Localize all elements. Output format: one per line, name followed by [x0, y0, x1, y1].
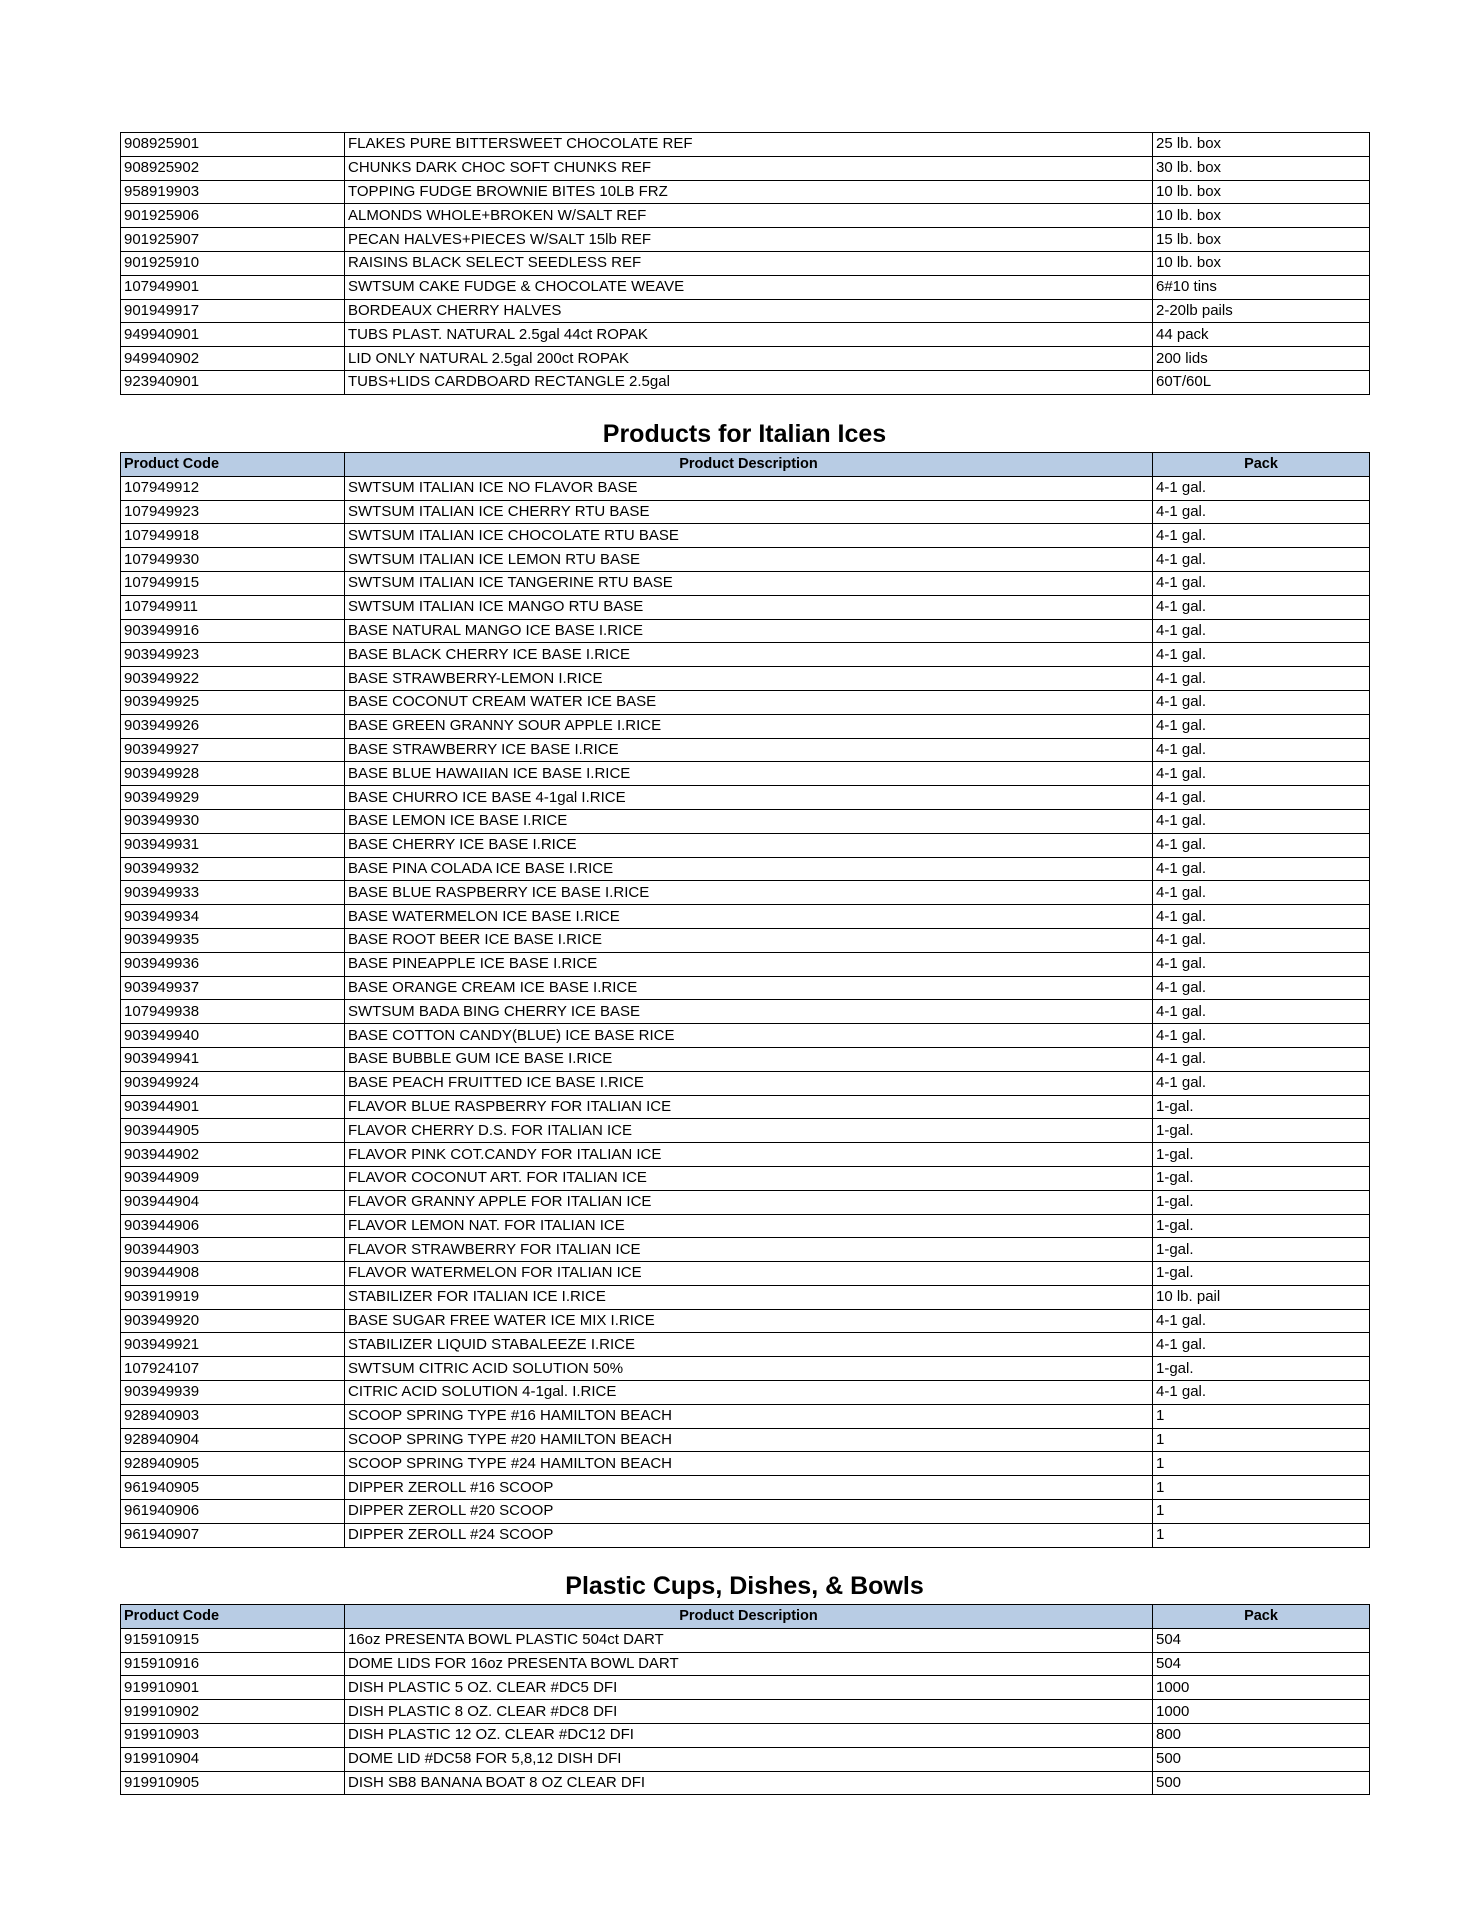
cell-product-code: 107949923 [121, 500, 345, 524]
cell-product-description: BASE LEMON ICE BASE I.RICE [345, 809, 1153, 833]
cell-product-description: TUBS PLAST. NATURAL 2.5gal 44ct ROPAK [345, 323, 1153, 347]
cell-product-code: 903949920 [121, 1309, 345, 1333]
cell-pack: 1 [1153, 1523, 1370, 1547]
table-row [121, 1676, 1370, 1700]
header-row [121, 453, 1370, 477]
cell-pack: 800 [1153, 1723, 1370, 1747]
cell-product-code: 107949930 [121, 548, 345, 572]
table-row [121, 714, 1370, 738]
cell-product-code: 919910905 [121, 1771, 345, 1795]
cell-product-description: DOME LIDS FOR 16oz PRESENTA BOWL DART [345, 1652, 1153, 1676]
cell-product-code: 901949917 [121, 299, 345, 323]
table-row [121, 1238, 1370, 1262]
cell-pack: 1-gal. [1153, 1119, 1370, 1143]
table-row [121, 476, 1370, 500]
cell-product-code: 903944906 [121, 1214, 345, 1238]
cell-pack: 4-1 gal. [1153, 952, 1370, 976]
table-body [121, 133, 1370, 395]
table-row [121, 1476, 1370, 1500]
table-row [121, 833, 1370, 857]
cell-product-description: BASE SUGAR FREE WATER ICE MIX I.RICE [345, 1309, 1153, 1333]
table-row [121, 204, 1370, 228]
cell-product-code: 901925906 [121, 204, 345, 228]
table-row [121, 1119, 1370, 1143]
table-row [121, 1747, 1370, 1771]
cell-pack: 1 [1153, 1404, 1370, 1428]
cell-pack: 10 lb. pail [1153, 1285, 1370, 1309]
cell-product-code: 107949915 [121, 571, 345, 595]
cell-product-description: SWTSUM BADA BING CHERRY ICE BASE [345, 1000, 1153, 1024]
cell-pack: 4-1 gal. [1153, 762, 1370, 786]
cell-product-description: PECAN HALVES+PIECES W/SALT 15lb REF [345, 228, 1153, 252]
cell-pack: 4-1 gal. [1153, 857, 1370, 881]
cell-product-code: 903949941 [121, 1047, 345, 1071]
cell-product-code: 903949922 [121, 667, 345, 691]
table-row [121, 1309, 1370, 1333]
cell-pack: 4-1 gal. [1153, 976, 1370, 1000]
section-title-plastic-cups: Plastic Cups, Dishes, & Bowls [565, 1572, 924, 1600]
cell-pack: 4-1 gal. [1153, 714, 1370, 738]
cell-product-description: LID ONLY NATURAL 2.5gal 200ct ROPAK [345, 347, 1153, 371]
table-row [121, 952, 1370, 976]
table-row [121, 809, 1370, 833]
header-product-code: Product Code [121, 1605, 345, 1629]
cell-product-code: 915910916 [121, 1652, 345, 1676]
cell-product-code: 961940905 [121, 1476, 345, 1500]
table-row [121, 1047, 1370, 1071]
cell-product-code: 903949921 [121, 1333, 345, 1357]
table-row [121, 595, 1370, 619]
table-row [121, 1190, 1370, 1214]
cell-pack: 4-1 gal. [1153, 500, 1370, 524]
cell-product-description: FLAVOR LEMON NAT. FOR ITALIAN ICE [345, 1214, 1153, 1238]
cell-pack: 60T/60L [1153, 370, 1370, 394]
cell-product-description: FLAVOR COCONUT ART. FOR ITALIAN ICE [345, 1166, 1153, 1190]
cell-product-description: ALMONDS WHOLE+BROKEN W/SALT REF [345, 204, 1153, 228]
cell-product-description: RAISINS BLACK SELECT SEEDLESS REF [345, 251, 1153, 275]
cell-product-code: 919910902 [121, 1700, 345, 1724]
cell-product-code: 901925910 [121, 251, 345, 275]
cell-product-code: 961940906 [121, 1500, 345, 1524]
table-row [121, 524, 1370, 548]
cell-product-description: BASE GREEN GRANNY SOUR APPLE I.RICE [345, 714, 1153, 738]
table-row [121, 1357, 1370, 1381]
header-product-description: Product Description [345, 453, 1153, 477]
table-row [121, 251, 1370, 275]
cell-product-description: SWTSUM ITALIAN ICE LEMON RTU BASE [345, 548, 1153, 572]
cell-product-description: BASE BLUE RASPBERRY ICE BASE I.RICE [345, 881, 1153, 905]
table-row [121, 667, 1370, 691]
cell-product-code: 107949938 [121, 1000, 345, 1024]
cell-product-code: 903944904 [121, 1190, 345, 1214]
cell-pack: 6#10 tins [1153, 275, 1370, 299]
cell-product-description: SCOOP SPRING TYPE #16 HAMILTON BEACH [345, 1404, 1153, 1428]
cell-product-description: BASE COTTON CANDY(BLUE) ICE BASE RICE [345, 1024, 1153, 1048]
table-body [121, 1628, 1370, 1795]
table-row [121, 881, 1370, 905]
cell-product-description: TOPPING FUDGE BROWNIE BITES 10LB FRZ [345, 180, 1153, 204]
table-row [121, 548, 1370, 572]
cell-pack: 500 [1153, 1747, 1370, 1771]
cell-product-code: 949940901 [121, 323, 345, 347]
cell-pack: 15 lb. box [1153, 228, 1370, 252]
cell-pack: 1-gal. [1153, 1166, 1370, 1190]
table-row [121, 571, 1370, 595]
cell-product-code: 901925907 [121, 228, 345, 252]
cell-product-code: 903949931 [121, 833, 345, 857]
cell-pack: 4-1 gal. [1153, 643, 1370, 667]
table-row [121, 928, 1370, 952]
cell-pack: 4-1 gal. [1153, 928, 1370, 952]
table-row [121, 1285, 1370, 1309]
cell-product-description: FLAVOR STRAWBERRY FOR ITALIAN ICE [345, 1238, 1153, 1262]
cell-product-description: DISH PLASTIC 5 OZ. CLEAR #DC5 DFI [345, 1676, 1153, 1700]
cell-product-code: 107924107 [121, 1357, 345, 1381]
cell-product-description: BASE ROOT BEER ICE BASE I.RICE [345, 928, 1153, 952]
table-row [121, 228, 1370, 252]
table-row [121, 905, 1370, 929]
cell-product-code: 919910903 [121, 1723, 345, 1747]
cell-product-description: FLAVOR PINK COT.CANDY FOR ITALIAN ICE [345, 1143, 1153, 1167]
table-row [121, 619, 1370, 643]
cell-product-description: SWTSUM CITRIC ACID SOLUTION 50% [345, 1357, 1153, 1381]
cell-pack: 4-1 gal. [1153, 738, 1370, 762]
cell-pack: 1-gal. [1153, 1357, 1370, 1381]
table-row [121, 500, 1370, 524]
table-row [121, 1404, 1370, 1428]
cell-pack: 1000 [1153, 1676, 1370, 1700]
cell-product-code: 903949935 [121, 928, 345, 952]
cell-pack: 4-1 gal. [1153, 1381, 1370, 1405]
cell-product-description: BASE STRAWBERRY ICE BASE I.RICE [345, 738, 1153, 762]
cell-product-description: SWTSUM CAKE FUDGE & CHOCOLATE WEAVE [345, 275, 1153, 299]
cell-product-code: 903949939 [121, 1381, 345, 1405]
cell-pack: 4-1 gal. [1153, 548, 1370, 572]
cell-pack: 1 [1153, 1476, 1370, 1500]
table-row [121, 738, 1370, 762]
italian-ices-table [120, 452, 1370, 1548]
table-row [121, 1771, 1370, 1795]
cell-product-description: SWTSUM ITALIAN ICE NO FLAVOR BASE [345, 476, 1153, 500]
table-row [121, 643, 1370, 667]
cell-product-code: 919910904 [121, 1747, 345, 1771]
cell-pack: 1-gal. [1153, 1190, 1370, 1214]
cell-product-description: DIPPER ZEROLL #24 SCOOP [345, 1523, 1153, 1547]
cell-pack: 4-1 gal. [1153, 476, 1370, 500]
cell-pack: 4-1 gal. [1153, 905, 1370, 929]
cell-product-description: DOME LID #DC58 FOR 5,8,12 DISH DFI [345, 1747, 1153, 1771]
cell-product-description: FLAVOR WATERMELON FOR ITALIAN ICE [345, 1262, 1153, 1286]
cell-product-description: BASE BLUE HAWAIIAN ICE BASE I.RICE [345, 762, 1153, 786]
cell-product-code: 903949933 [121, 881, 345, 905]
cell-product-code: 919910901 [121, 1676, 345, 1700]
cell-product-description: SWTSUM ITALIAN ICE MANGO RTU BASE [345, 595, 1153, 619]
cell-product-code: 903944903 [121, 1238, 345, 1262]
cell-product-code: 908925901 [121, 133, 345, 157]
cell-product-description: SCOOP SPRING TYPE #20 HAMILTON BEACH [345, 1428, 1153, 1452]
cell-product-code: 903949937 [121, 976, 345, 1000]
cell-product-description: DISH PLASTIC 8 OZ. CLEAR #DC8 DFI [345, 1700, 1153, 1724]
table-row [121, 1024, 1370, 1048]
table-row [121, 762, 1370, 786]
cell-product-code: 923940901 [121, 370, 345, 394]
cell-pack: 4-1 gal. [1153, 571, 1370, 595]
cell-product-description: STABILIZER LIQUID STABALEEZE I.RICE [345, 1333, 1153, 1357]
cell-product-code: 903949929 [121, 786, 345, 810]
cell-pack: 4-1 gal. [1153, 1309, 1370, 1333]
cell-product-code: 903944901 [121, 1095, 345, 1119]
table-row [121, 786, 1370, 810]
header-row [121, 1605, 1370, 1629]
cell-product-code: 908925902 [121, 156, 345, 180]
header-pack: Pack [1153, 453, 1370, 477]
table-row [121, 690, 1370, 714]
cell-pack: 1-gal. [1153, 1214, 1370, 1238]
cell-product-description: BORDEAUX CHERRY HALVES [345, 299, 1153, 323]
table-body [121, 476, 1370, 1547]
cell-product-code: 961940907 [121, 1523, 345, 1547]
header-product-description: Product Description [345, 1605, 1153, 1629]
cell-product-description: DISH PLASTIC 12 OZ. CLEAR #DC12 DFI [345, 1723, 1153, 1747]
cell-pack: 4-1 gal. [1153, 1024, 1370, 1048]
cell-pack: 10 lb. box [1153, 180, 1370, 204]
cell-product-code: 903949925 [121, 690, 345, 714]
cell-pack: 30 lb. box [1153, 156, 1370, 180]
table-row [121, 1628, 1370, 1652]
cell-product-description: TUBS+LIDS CARDBOARD RECTANGLE 2.5gal [345, 370, 1153, 394]
cell-product-code: 107949911 [121, 595, 345, 619]
table-row [121, 299, 1370, 323]
cell-product-code: 903949940 [121, 1024, 345, 1048]
table-row [121, 857, 1370, 881]
cell-product-description: BASE STRAWBERRY-LEMON I.RICE [345, 667, 1153, 691]
cell-pack: 1-gal. [1153, 1095, 1370, 1119]
cell-pack: 1 [1153, 1452, 1370, 1476]
table-row [121, 133, 1370, 157]
table-row [121, 1095, 1370, 1119]
table-row [121, 1452, 1370, 1476]
cell-pack: 1 [1153, 1500, 1370, 1524]
table-row [121, 1500, 1370, 1524]
cell-product-description: FLAKES PURE BITTERSWEET CHOCOLATE REF [345, 133, 1153, 157]
cell-pack: 2-20lb pails [1153, 299, 1370, 323]
cell-product-description: BASE NATURAL MANGO ICE BASE I.RICE [345, 619, 1153, 643]
cell-pack: 25 lb. box [1153, 133, 1370, 157]
cell-product-description: SWTSUM ITALIAN ICE CHERRY RTU BASE [345, 500, 1153, 524]
cell-product-code: 903949924 [121, 1071, 345, 1095]
cell-pack: 500 [1153, 1771, 1370, 1795]
header-pack: Pack [1153, 1605, 1370, 1629]
cell-product-code: 107949901 [121, 275, 345, 299]
product-table-top [120, 132, 1370, 395]
cell-product-code: 903949932 [121, 857, 345, 881]
table-row [121, 1262, 1370, 1286]
cell-pack: 1000 [1153, 1700, 1370, 1724]
cell-product-code: 928940905 [121, 1452, 345, 1476]
table-row [121, 1000, 1370, 1024]
cell-product-code: 903949923 [121, 643, 345, 667]
cell-product-code: 107949912 [121, 476, 345, 500]
cell-pack: 10 lb. box [1153, 251, 1370, 275]
cell-product-code: 903949927 [121, 738, 345, 762]
cell-product-description: BASE CHERRY ICE BASE I.RICE [345, 833, 1153, 857]
cell-product-description: FLAVOR BLUE RASPBERRY FOR ITALIAN ICE [345, 1095, 1153, 1119]
cell-product-code: 928940904 [121, 1428, 345, 1452]
cell-pack: 44 pack [1153, 323, 1370, 347]
cell-pack: 4-1 gal. [1153, 786, 1370, 810]
cell-product-description: BASE PEACH FRUITTED ICE BASE I.RICE [345, 1071, 1153, 1095]
cell-product-description: BASE BUBBLE GUM ICE BASE I.RICE [345, 1047, 1153, 1071]
table-row [121, 1143, 1370, 1167]
cell-product-description: SWTSUM ITALIAN ICE TANGERINE RTU BASE [345, 571, 1153, 595]
cell-pack: 504 [1153, 1628, 1370, 1652]
cell-product-code: 949940902 [121, 347, 345, 371]
cell-product-code: 903949930 [121, 809, 345, 833]
table-row [121, 1071, 1370, 1095]
table-header [121, 453, 1370, 477]
table-row [121, 323, 1370, 347]
table-row [121, 370, 1370, 394]
table-row [121, 180, 1370, 204]
header-product-code: Product Code [121, 453, 345, 477]
cell-product-description: FLAVOR CHERRY D.S. FOR ITALIAN ICE [345, 1119, 1153, 1143]
table-row [121, 347, 1370, 371]
table-row [121, 1700, 1370, 1724]
cell-pack: 1 [1153, 1428, 1370, 1452]
cell-pack: 1-gal. [1153, 1262, 1370, 1286]
cell-pack: 4-1 gal. [1153, 1333, 1370, 1357]
table-row [121, 1333, 1370, 1357]
cell-product-code: 107949918 [121, 524, 345, 548]
plastic-cups-table [120, 1604, 1370, 1795]
cell-pack: 4-1 gal. [1153, 690, 1370, 714]
cell-product-code: 903949916 [121, 619, 345, 643]
cell-product-description: 16oz PRESENTA BOWL PLASTIC 504ct DART [345, 1628, 1153, 1652]
table-row [121, 1166, 1370, 1190]
cell-product-description: SCOOP SPRING TYPE #24 HAMILTON BEACH [345, 1452, 1153, 1476]
cell-product-code: 928940903 [121, 1404, 345, 1428]
cell-product-code: 903944908 [121, 1262, 345, 1286]
cell-product-description: FLAVOR GRANNY APPLE FOR ITALIAN ICE [345, 1190, 1153, 1214]
cell-pack: 504 [1153, 1652, 1370, 1676]
cell-pack: 4-1 gal. [1153, 619, 1370, 643]
section-title-italian-ices: Products for Italian Ices [602, 420, 887, 448]
cell-product-description: DIPPER ZEROLL #16 SCOOP [345, 1476, 1153, 1500]
cell-pack: 4-1 gal. [1153, 833, 1370, 857]
table-row [121, 1723, 1370, 1747]
table-row [121, 1381, 1370, 1405]
cell-product-code: 903919919 [121, 1285, 345, 1309]
table-row [121, 156, 1370, 180]
cell-pack: 200 lids [1153, 347, 1370, 371]
table-header [121, 1605, 1370, 1629]
cell-pack: 4-1 gal. [1153, 1000, 1370, 1024]
cell-pack: 4-1 gal. [1153, 1071, 1370, 1095]
cell-product-description: DISH SB8 BANANA BOAT 8 OZ CLEAR DFI [345, 1771, 1153, 1795]
table-row [121, 1428, 1370, 1452]
cell-product-description: BASE PINA COLADA ICE BASE I.RICE [345, 857, 1153, 881]
table-row [121, 976, 1370, 1000]
cell-pack: 4-1 gal. [1153, 667, 1370, 691]
cell-product-description: BASE CHURRO ICE BASE 4-1gal I.RICE [345, 786, 1153, 810]
cell-product-description: BASE ORANGE CREAM ICE BASE I.RICE [345, 976, 1153, 1000]
cell-pack: 4-1 gal. [1153, 809, 1370, 833]
cell-pack: 4-1 gal. [1153, 524, 1370, 548]
cell-pack: 1-gal. [1153, 1238, 1370, 1262]
table-row [121, 1523, 1370, 1547]
table-row [121, 275, 1370, 299]
cell-product-description: BASE BLACK CHERRY ICE BASE I.RICE [345, 643, 1153, 667]
cell-product-description: BASE PINEAPPLE ICE BASE I.RICE [345, 952, 1153, 976]
table-row [121, 1214, 1370, 1238]
cell-product-description: CITRIC ACID SOLUTION 4-1gal. I.RICE [345, 1381, 1153, 1405]
cell-pack: 4-1 gal. [1153, 881, 1370, 905]
cell-product-code: 958919903 [121, 180, 345, 204]
cell-product-code: 903949928 [121, 762, 345, 786]
cell-pack: 10 lb. box [1153, 204, 1370, 228]
cell-product-code: 903944905 [121, 1119, 345, 1143]
cell-product-code: 903944902 [121, 1143, 345, 1167]
cell-pack: 4-1 gal. [1153, 595, 1370, 619]
cell-product-description: CHUNKS DARK CHOC SOFT CHUNKS REF [345, 156, 1153, 180]
cell-product-code: 915910915 [121, 1628, 345, 1652]
cell-product-description: STABILIZER FOR ITALIAN ICE I.RICE [345, 1285, 1153, 1309]
cell-product-code: 903949936 [121, 952, 345, 976]
cell-pack: 1-gal. [1153, 1143, 1370, 1167]
cell-pack: 4-1 gal. [1153, 1047, 1370, 1071]
cell-product-description: BASE WATERMELON ICE BASE I.RICE [345, 905, 1153, 929]
cell-product-description: BASE COCONUT CREAM WATER ICE BASE [345, 690, 1153, 714]
cell-product-code: 903944909 [121, 1166, 345, 1190]
cell-product-code: 903949926 [121, 714, 345, 738]
table-row [121, 1652, 1370, 1676]
cell-product-description: SWTSUM ITALIAN ICE CHOCOLATE RTU BASE [345, 524, 1153, 548]
cell-product-code: 903949934 [121, 905, 345, 929]
cell-product-description: DIPPER ZEROLL #20 SCOOP [345, 1500, 1153, 1524]
